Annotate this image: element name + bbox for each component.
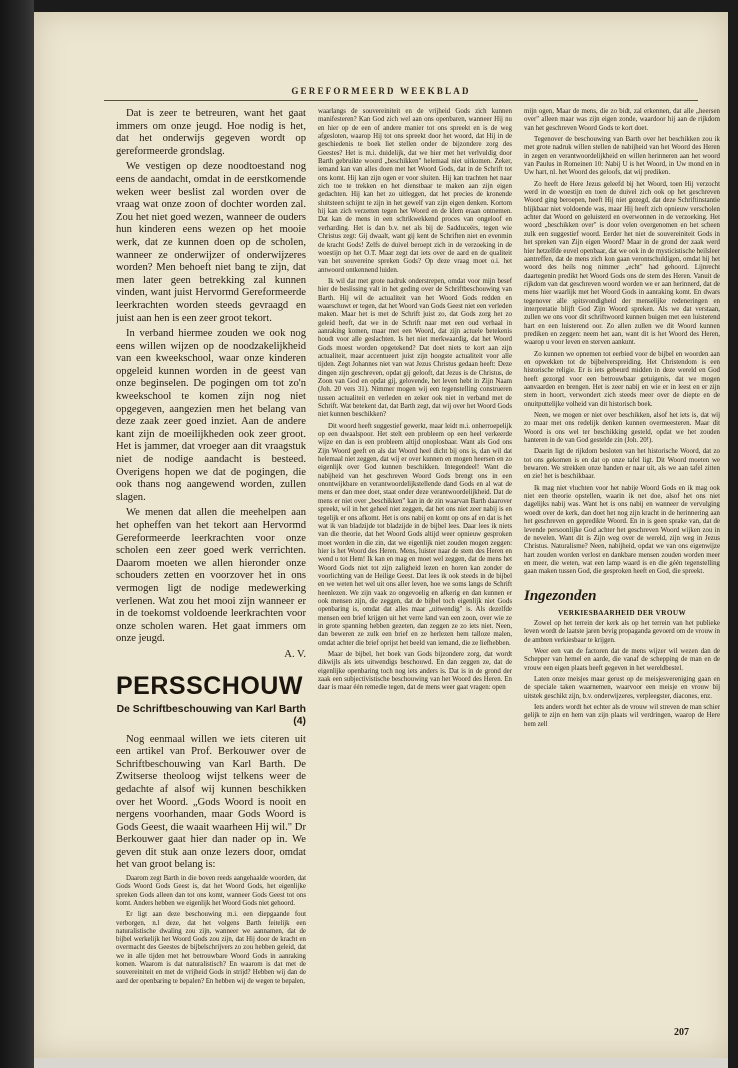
intro-paragraph: Nog eenmaal willen we iets citeren uit een artikel van Prof. Berkouwer over de Schriftbeschouwing van Karl Barth. De Zwitserse theoloog wijst telkens weer de gedachte af alsof wij kunnen beschikken over het Woord. „Gods Woord is nooit en nergens voorhanden, maar Gods Woord is Gods Geest, die waait waarheen Hij wil." Dr Berkouwer gaat hier dan nader op in. We geven dit stuk aan onze lezers door, omdat het van groot belang is: xyxy=(116,733,306,871)
ingezonden-subtitle: VERKIESBAARHEID DER VROUW xyxy=(557,608,687,617)
paragraph: Zowel op het terrein der kerk als op het terrein van het publieke leven wordt de laatste jaren bevig propaganda gevoerd om de vrouw in de ambten verkiesbaar te krijgen. xyxy=(524,619,720,644)
paragraph: We vestigen op deze noodtoestand nog eens de aandacht, omdat in de eerstkomende weken weer beslist zal worden over de vraag wat onze zoon of dochter worden zal. Zou het niet goed wezen, wanneer de ouders hun kinderen eens wezen op het mooie werk, dat ze kunnen doen op de scholen, wanneer ze onderwijzer of onderwijzeres worden? Men behoeft niet bang te zijn, dat men later geen betrekking zal kunnen vinden, want juist Hervormd Gereformeerde leerkrachten worden steeds gevraagd en juist aan hen is een zeer groot tekort. xyxy=(116,161,306,324)
paragraph: Weer een van de factoren dat de mens wijzer wil wezen dan de Schepper van hemel en aarde, die vanaf de schepping de man en de vrouw een eigen plaats heeft gegeven in het wereldbestel. xyxy=(524,647,720,672)
section-subtitle: De Schriftbeschouwing van Karl Barth (4) xyxy=(116,703,306,727)
page-number: 207 xyxy=(674,1027,689,1038)
paragraph: Dat is zeer te betreuren, want het gaat immers om onze jeugd. Hoe nodig is het, dat het onderwijs gegeven wordt op gereformeerde grondslag. xyxy=(116,108,306,157)
paragraph: Maar de bijbel, het boek van Gods bijzondere zorg, dat wordt dikwijls als iets uitwendigs beschouwd. En dan zeggen ze, dat de eigenlijke openbaring toch nog iets anders is. Dat is in de grond der zaak een subjectivistische beschouwing van het Woord des Heren. En daar is maar één remedie tegen, dat de mens weer gaat vragen: open xyxy=(318,651,512,692)
paragraph: We menen dat allen die meehelpen aan het opheffen van het tekort aan Hervormd Gereformeerde leerkrachten voor onze scholen een zeer goed werk verrichten. Daarom moeten we allen hieronder onze schouders zetten en voorzover het in ons vermogen ligt de nodige medewerking verlenen. Wat zou het mooi zijn wanneer er in de toekomst voldoende leerkrachten voor onze scholen waren. Het gaat immers om onze jeugd. xyxy=(116,507,306,645)
column-2 xyxy=(318,108,512,1008)
column-1 xyxy=(116,108,306,1008)
paragraph: Daarin ligt de rijkdom besloten van het historische Woord, dat zo tot ons gekomen is en dat op onze tafel ligt. Dit Woord moeten we bewaren. We strekken onze handen er naar uit, als we aan tafel zitten en zie! het is beschikbaar. xyxy=(524,448,720,481)
paragraph: Tegenover de beschouwing van Barth over het beschikken zou ik met grote nadruk willen stellen de nabijheid van het Woord des Heren in zegen en verantwoordelijkheid en willen herinneren aan het woord van Paulus in Romeinen 10: Nabij U is het Woord, in Uw mond en in Uw hart, nl. het Woord des geloofs, dat wij prediken. xyxy=(524,136,720,177)
header-rule xyxy=(104,100,698,101)
paragraph: Ik mag niet vluchten voor het nabije Woord Gods en ik mag ook niet een theorie opstellen, waarin ik net doe, alsof het ons niet dagelijks nabij was. Want het is ons nabij en wanneer de vervulging woedt over de kerk, dan doet het nog zijn kracht in de herinnering aan het geschreven en gepredikte Woord. En in is geen sprake van, dat de levende persoonlijke God achter het geschreven Woord wijken zou in de nevelen. Want dit is Zijn weg over de wereld, zijn weg in Jezus Christus. Naturalisme? Neen, nabijheid, opdat we van ons eigenwijze hart zouden worden verlost en dankbare mensen zouden worden meer en meer, die weten, wat een lamp waard is en die géén tegenstelling gaan maken tussen God, die gesproken heeft en God, die spreekt. xyxy=(524,484,720,576)
column-3 xyxy=(524,108,720,1008)
ingezonden-title: Ingezonden xyxy=(524,587,597,604)
scan-background xyxy=(0,0,34,1068)
paragraph: Iets anders wordt het echter als de vrouw wil streven de man schier gelijk te zijn en hem van zijn plaats wil verdringen, waarop de Here hem zell xyxy=(524,704,720,728)
paragraph: Dit woord heeft suggestief gewerkt, maar leidt m.i. onherroepelijk op een dwaalspoor. Het stelt een probleem op een heel verkeerde wijze en dan is een probleem altijd onoplosbaar. Want als God ons Zijn Woord geeft en als dat Woord heel dicht bij ons is, dan wil dat helemaal niet zeggen, dat wij er over kunnen en mogen heersen en zo eigenlijk over God kunnen beschikken. Integendeel! Want die nabijheid van het geschreven Woord Gods brengt ons in een onontwijkbare en verantwoordelijkstellende dand Gods en al wat de mens er dan mee doet, staat onder deze verantwoordelijkheid. Dat de mens er niet over „beschikken" kan in de zin waarvan Barth daarover spreekt, wil in het geheel niet zeggen, dat het ons niet zeer nabij is en tegelijk er ons afkomt. Het is ons nabij en komt op ons af en dat is het wat ik van bladzijde tot bladzijde in de bijbel lees. Daar lees ik niets van die theorie, dat het Woord Gods altijd weer opnieuw gesproken moet worden in die zin, dat we eigenlijk niet zouden mogen zeggen: hier is het Woord des Heren. Mens, luister naar de stem des Heren en wend u tot Hem! Ik kan en mag en moet wel zeggen, dat de mens het Woord Gods niet tot zijn zaligheid lezen en horen kan zonder de voorlichting van de Heilige Geest. Dat lees ik ook steeds in de bijbel en we weten het wel uit ons aller leven, hoe we soms langs de Schrift heenlezen. We zijn vaak zo ongevoelig en afkerig en dan kunnen er ook mensen zijn, die zeggen, dat de bijbel toch eigenlijk niet Gods openbaring is, omdat dat alles maar „uitwendig" is. Als dezelfde mensen een brief krijgen uit het verre land van een zoon, over wie ze in grote spanning hebben gezeten, dan zeggen ze zo iets niet. Neen, dan beweren ze zulk een brief en ze herlezen hem talloze malen, omdat achter die brief oprijst het beeld van iemand, die ze liefhebben. xyxy=(318,422,512,647)
section-title: PERSSCHOUW xyxy=(116,671,303,700)
paragraph: Zo kunnen we opnemen tot eerbied voor de bijbel en woorden aan en opwekken tot de bijbelverspreiding. Het Christendom is een historische religie. Er is iets gebeurd midden in deze wereld en God heeft gezorgd voor een betrouwbaar getuigenis, dat we mogen aanvaarden en brengen. Het is zeer nabij en wie er in leest en er zijn stem in hoort, verwondert zich steeds meer over de diepte en de onuitputtelijke volheid van dit historisch boek. xyxy=(524,350,720,408)
paragraph: waarlangs de souvereiniteit en de vrijheid Gods zich kunnen manifesteren? Kan God zich wel aan ons openbaren, wanneer Hij nu en hier op de een of andere manier tot ons spreekt en is de weg afgesloten, waarop Hij tot ons spreekt door het woord, dat Hij in de geschiedenis te boek liet stellen onder de bijzondere zorg des Geestes? Het is m.i. duidelijk, dat we hier met het verlvuldig door Barth gebruikte woord „beschikken" helemaal niet uitkomen. Zeker, iemand kan van alles doen met het Woord Gods, dat in de Schrift tot ons komt. Hij kan zijn ogen er voor sluiten. Hij kan trachten het naar zich toe te trekken en het dienstbaar te maken aan zijn eigen gedachten. Hij kan het zo uitleggen, dat het precies de kronende sluitsteen schijnt te zijn in het gewelf van zijn eigen denken. Kortom hij kan zich verzetten tegen het Woord en de klem eraan ontnemen. Dat kan de mens in een schrikwekkend proces van ongeloof en verharding. Het is dan b.v. net als bij de Sadduceërs, tegen wie Christus zegt: Gij dwaalt, want gij kent de Schriften niet en evenmin de kracht Gods! Zelfs de duivel beroept zich in de verzoeking in de woestijn op het O.T. Maar zegt dat iets over de aard en de qualiteit van het souvereine spreken Gods? Op deze vraag moet o.i. het antwoord ontkennend luiden. xyxy=(318,108,512,274)
paragraph: Laten onze meisjes maar gerust op de meisjesvereniging gaan en de speciale taken waarnemen, waarvoor een meisje en vrouw bij uitstek geschikt zijn, b.v. onderwijzeres, verpleegster, diacones, enz. xyxy=(524,675,720,700)
paragraph: Neen, we mogen er niet over beschikken, alsof het iets is, dat wij zo maar met ons redelijk denken kunnen overmeesteren. Maar dit Woord is ons wel ter beschikking gesteld, opdat we het zouden hanteren in de van God gestelde zin (Joh. 20!). xyxy=(524,412,720,445)
author-signature: A. V. xyxy=(284,648,306,660)
quote-paragraph: Daarom zegt Barth in die boven reeds aangehaalde woorden, dat Gods Woord Gods Geest is, dat het Woord Gods, het eigenlijke spreken Gods alleen dan tot ons komt, wanneer Gods Geest tot ons komt. Anders hebben we eigenlijk het Woord Gods niet gehoord. xyxy=(116,875,306,907)
newspaper-page xyxy=(34,12,728,1058)
paragraph: mijn ogen, Maar de mens, die zo bidt, zal erkennen, dat alle „heersen over" alleen maar was zijn eigen zonde, waardoor hij aan de rijkdom van het geschreven Woord Gods te kort doet. xyxy=(524,108,720,132)
quote-paragraph: Er ligt aan deze beschouwing m.i. een diepgaande fout verborgen, n.l deze, dat het volgens Barth feitelijk een naturalistische dwaling zou zijn, wanneer we aannamen, dat de bijbel werkelijk het Woord Gods zou zijn, dat Hij door de kracht en overmacht des Geestes de bijbelschrijvers zo zou hebben geleid, dat we in alle tijden met het betrouwbare Woord Gods in aanraking komen. Waarom is dat naturalistisch? En waarom is dat met de souvereiniteit en met de vrijheid Gods in strijd? Hebben wij dan de aard der openbaring te bepalen? En hebben wij de wegen te bepalen, xyxy=(116,911,306,985)
paragraph: Zo heeft de Here Jezus geleefd bij het Woord, toen Hij verzocht werd in de woestijn en toen de duivel zich ook op het geschreven Woord ging beroepen, heeft Hij niet gezegd, dat deze Schriftinstantie blijkbaar niet voldoende was, maar Hij heeft zich opnieuw verscholen achter dat Woord en geluisterd en overwonnen in de verzoeking. Het woord „beschikken over" is door velen overgenomen en het scheen zulk een suggestief woord. Eerder het niet de souvereiniteit Gods in het spreken van Zijn eigen Woord? Maar in de grond der zaak werd hier hetzelfde euvel openbaar, dat we ook in de mysticistische heilsleer aantreffen, dat de mens zich kon gaan verontschuldigen, omdat hij het woord des heils nog nimmer „echt" had gehoord. Lijnrecht daartegenin predikt het Woord Gods ons de stem des Heren. Vanuit de rijkdom van dat geschreven woord worden we er aan herinnerd, dat de mens hier waarlijk met het Woord Gods in aanraking komt. En dwars tegenover alle spitsvondigheid der menselijke redeneringen en interpretatie blijft God Zijn Woord spreken. Als we dat verstaan, zullen we ons voor dit schriftwoord kunnen buigen met een luisterend hart en een luisterend oor. Zo allen zullen we dit Woord kunnen prediken en zeggen: neem het aan, want dit is het Woord des Heren, waarop u voor leven en sterven aankunt. xyxy=(524,180,720,347)
paragraph: Ik wil dat met grote nadruk onderstrepen, omdat voor mijn besef hier de beslissing valt in het geding over de Schriftbeschouwing van Barth. Hij wil de actualiteit van het Woord Gods redden en waarschuwt er tegen, dat het Woord van Gods Geest niet een verleden maken. Maar het is met de Schrift juist zo, dat Gods zorg het zo geleid heeft, dat we in de Schrift naar met een oud verhaal in aanraking komen, maar met een Woord, dat zijn actuele betekenis houdt voor alle geslachten. Is het niet merkwaardig, dat het Woord Gods moest worden opgetekend? Dat doet niets te kort aan zijn actualiteit, maar accentueert juist zijn hoogste actualiteit voor alle tijden. Zegt Johannes niet van wat Jezus Christus gedaan heeft: Deze dingen zijn geschreven, opdat gij gelooft, dat Jezus is de Christus, de Zoon van God en opdat gij, gelovende, het leven hebt in Zijn Naam (Joh. 20 vers 31). Nimmer mogen wij een tegenstelling construeren tussen actualiteit en verleden en zeker ook niet in verband met de Schrift. Wat betekent dat, dat Barth zegt, dat wij over het Woord Gods niet kunnen beschikken? xyxy=(318,277,512,419)
paragraph: In verband hiermee zouden we ook nog eens willen wijzen op de noodzakelijkheid van een kweekschool, waar onze kinderen opgeleid kunnen worden in de geest van onze beginselen. De pogingen om tot zo'n kweekschool te komen zijn nog niet opgegeven, aangezien men het belang van deze zaak zeer goed inziet. Aan de andere kant zijn de moeilijkheden ook zeer groot. Het is jammer, dat vroeger aan dit vraagstuk niet de nodige aandacht is besteed. Overigens hopen we dat de pogingen, die ook thans nog aangewend worden, zullen slagen. xyxy=(116,328,306,503)
running-title: GEREFORMEERD WEEKBLAD xyxy=(291,86,471,96)
